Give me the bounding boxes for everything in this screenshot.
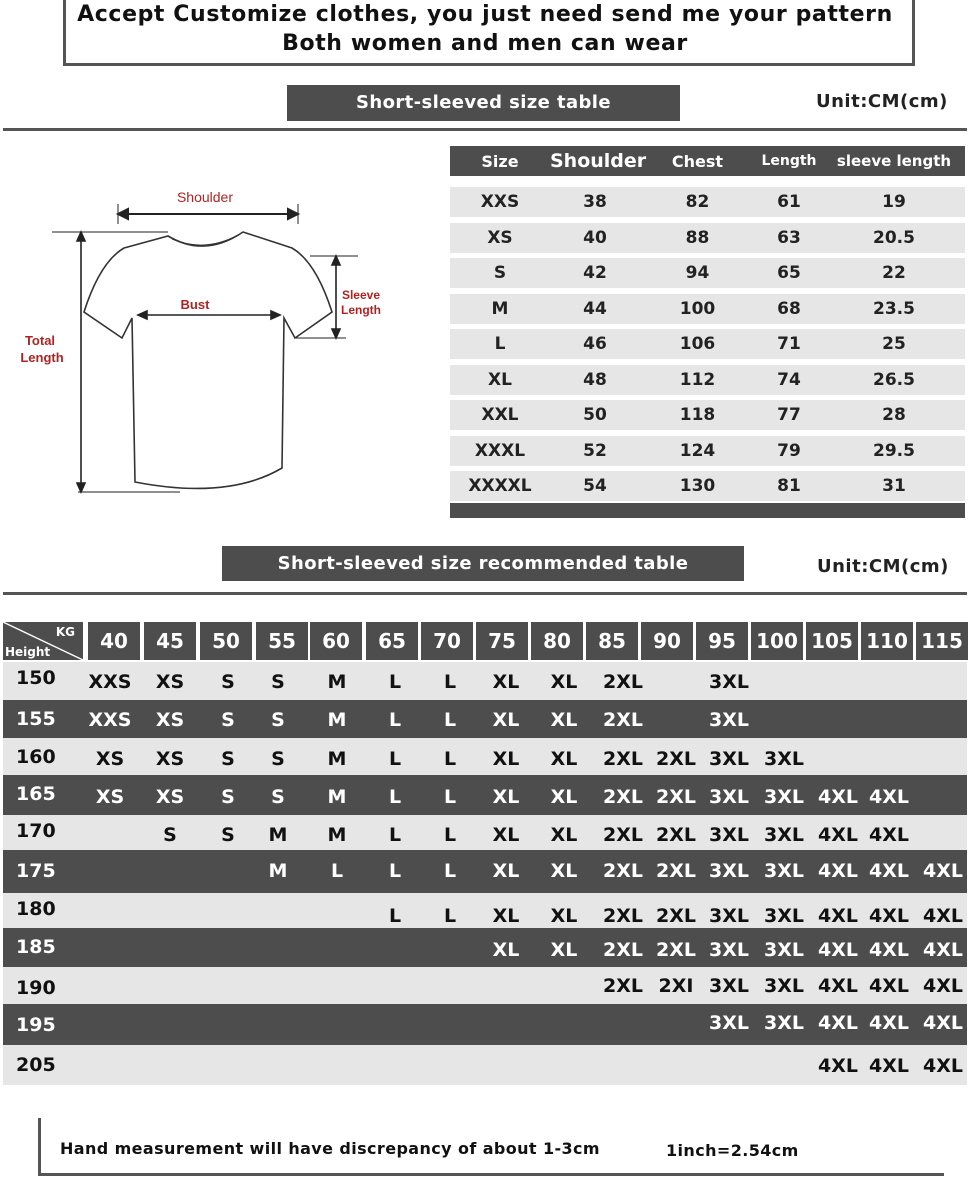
recommended-size-cell: 3XL bbox=[764, 860, 804, 882]
kg-column-header: 55 bbox=[256, 622, 308, 660]
recommended-size-cell: 2XL bbox=[656, 939, 696, 961]
size-table-row bbox=[450, 187, 965, 217]
recommended-size-cell: 4XL bbox=[869, 939, 909, 961]
measure-cell: 50 bbox=[583, 405, 607, 425]
recommended-size-cell: 4XL bbox=[869, 905, 909, 927]
size-table-row bbox=[450, 471, 965, 501]
size-table-row bbox=[450, 329, 965, 359]
size-table-row bbox=[450, 223, 965, 253]
corner-cell bbox=[3, 622, 83, 660]
recommend-table-row bbox=[3, 967, 967, 1004]
measure-cell: 25 bbox=[882, 334, 906, 354]
recommended-size-cell: L bbox=[443, 824, 457, 846]
recommended-size-cell: 4XL bbox=[818, 860, 858, 882]
measure-cell: 54 bbox=[583, 476, 607, 496]
recommended-size-cell: 4XL bbox=[818, 786, 858, 808]
recommended-size-cell: 3XL bbox=[709, 748, 749, 770]
recommended-size-cell: L bbox=[388, 709, 402, 731]
size-table-row bbox=[450, 365, 965, 395]
size-table-row bbox=[450, 436, 965, 466]
recommend-table-row bbox=[3, 775, 967, 815]
recommended-size-cell: XXS bbox=[88, 671, 132, 693]
recommended-size-cell: 3XL bbox=[709, 1012, 749, 1034]
recommended-size-cell: 2XL bbox=[656, 786, 696, 808]
measure-cell: 106 bbox=[679, 334, 716, 354]
size-cell: XXS bbox=[480, 192, 520, 212]
kg-column-header: 70 bbox=[421, 622, 473, 660]
recommended-size-cell: 2XL bbox=[603, 709, 643, 731]
recommended-size-cell: S bbox=[271, 709, 285, 731]
recommend-unit-label: Unit:CM(cm) bbox=[817, 556, 949, 577]
recommended-size-cell: S bbox=[271, 748, 285, 770]
recommended-size-cell: XL bbox=[492, 748, 520, 770]
recommended-size-cell: XL bbox=[550, 860, 578, 882]
size-cell: M bbox=[491, 298, 509, 319]
recommended-size-cell: S bbox=[221, 824, 235, 846]
recommended-size-cell: XL bbox=[550, 905, 578, 927]
tshirt-outline bbox=[84, 232, 332, 488]
recommended-size-cell: 2XL bbox=[656, 824, 696, 846]
kg-column-header: 95 bbox=[696, 622, 748, 660]
kg-column-header: 45 bbox=[144, 622, 196, 660]
size-unit-label: Unit:CM(cm) bbox=[816, 91, 948, 112]
kg-column-header: 110 bbox=[861, 622, 913, 660]
kg-column-header: 85 bbox=[586, 622, 638, 660]
measure-cell: 65 bbox=[777, 263, 801, 283]
recommended-size-cell: S bbox=[221, 786, 235, 808]
recommended-size-cell: 4XL bbox=[923, 1012, 963, 1034]
recommended-size-cell: M bbox=[327, 748, 347, 770]
recommended-size-cell: 4XL bbox=[923, 860, 963, 882]
header-line-2: Both women and men can wear bbox=[282, 31, 688, 56]
col-size: Size bbox=[481, 151, 519, 171]
recommended-size-cell: L bbox=[388, 905, 402, 927]
size-table-footer-bar bbox=[450, 503, 965, 518]
measure-cell: 118 bbox=[679, 405, 716, 425]
size-cell: XL bbox=[488, 369, 512, 390]
measure-cell: 29.5 bbox=[873, 440, 915, 461]
recommended-size-cell: L bbox=[388, 824, 402, 846]
recommend-table-row bbox=[3, 815, 967, 850]
height-cell: 155 bbox=[16, 708, 56, 730]
recommended-size-cell: 2XL bbox=[603, 824, 643, 846]
measure-cell: 100 bbox=[679, 298, 716, 319]
height-cell: 170 bbox=[16, 820, 56, 842]
recommended-size-cell: M bbox=[327, 786, 347, 808]
section-divider bbox=[3, 128, 967, 131]
recommended-size-cell: S bbox=[221, 709, 235, 731]
measure-cell: 82 bbox=[685, 192, 710, 212]
kg-column-header: 40 bbox=[88, 622, 140, 660]
measure-cell: 130 bbox=[679, 476, 716, 496]
measure-cell: 88 bbox=[685, 227, 710, 248]
recommend-table-row bbox=[3, 738, 967, 775]
measure-cell: 31 bbox=[882, 476, 906, 496]
recommended-size-cell: L bbox=[443, 748, 457, 770]
kg-column-header: 100 bbox=[751, 622, 803, 660]
recommend-table-row bbox=[3, 850, 967, 893]
recommended-size-cell: 4XL bbox=[923, 939, 963, 961]
recommended-size-cell: XL bbox=[492, 905, 520, 927]
recommended-size-cell: 4XL bbox=[923, 1055, 963, 1077]
size-cell: XS bbox=[487, 227, 513, 248]
recommended-size-cell: 2XL bbox=[603, 671, 643, 693]
recommended-size-cell: 3XL bbox=[764, 905, 804, 927]
measure-cell: 42 bbox=[583, 263, 607, 283]
recommended-size-cell: L bbox=[388, 786, 402, 808]
recommended-size-cell: 4XL bbox=[869, 824, 909, 846]
recommended-size-cell: 3XL bbox=[764, 824, 804, 846]
measure-cell: 44 bbox=[583, 298, 607, 319]
measure-cell: 19 bbox=[882, 192, 906, 212]
recommended-size-cell: L bbox=[443, 786, 457, 808]
recommended-size-cell: L bbox=[388, 860, 402, 882]
measure-cell: 112 bbox=[679, 369, 716, 390]
height-cell: 160 bbox=[16, 746, 56, 768]
recommended-size-cell: L bbox=[443, 905, 457, 927]
size-cell: XXXXL bbox=[468, 476, 532, 496]
recommended-size-cell: M bbox=[327, 671, 347, 693]
recommended-size-cell: XS bbox=[155, 786, 185, 808]
recommended-size-cell: XL bbox=[550, 671, 578, 693]
recommended-size-cell: 2XL bbox=[656, 905, 696, 927]
corner-height-label: Height bbox=[5, 645, 51, 659]
recommended-size-cell: 4XL bbox=[869, 1055, 909, 1077]
recommended-size-cell: 4XL bbox=[923, 905, 963, 927]
measure-cell: 74 bbox=[777, 369, 801, 390]
corner-kg-label: KG bbox=[55, 625, 75, 639]
recommended-size-cell: 2XL bbox=[656, 748, 696, 770]
measure-cell: 48 bbox=[583, 369, 607, 390]
height-cell: 205 bbox=[16, 1054, 56, 1076]
size-table-row bbox=[450, 258, 965, 288]
total-length-arrow bbox=[52, 232, 180, 492]
measure-cell: 94 bbox=[685, 263, 710, 283]
recommended-size-cell: M bbox=[327, 824, 347, 846]
size-table-title: Short-sleeved size table bbox=[287, 85, 680, 121]
shoulder-label: Shoulder bbox=[176, 189, 234, 205]
measure-cell: 52 bbox=[583, 440, 607, 461]
height-cell: 195 bbox=[16, 1014, 56, 1036]
recommend-table-header bbox=[3, 622, 967, 662]
col-shoulder: Shoulder bbox=[550, 150, 647, 172]
recommended-size-cell: 4XL bbox=[869, 786, 909, 808]
size-table-body bbox=[450, 187, 965, 501]
recommended-size-cell: 3XL bbox=[764, 939, 804, 961]
sleeve-label-line2: Length bbox=[341, 303, 381, 317]
col-sleeve-length: sleeve length bbox=[836, 152, 952, 170]
measure-cell: 63 bbox=[777, 227, 801, 248]
kg-column-header: 80 bbox=[531, 622, 583, 660]
measure-cell: 28 bbox=[882, 405, 906, 425]
recommended-size-cell: XL bbox=[492, 860, 520, 882]
recommended-size-cell: XS bbox=[95, 748, 125, 770]
recommended-size-cell: XL bbox=[492, 709, 520, 731]
recommended-size-cell: 2XI bbox=[658, 975, 694, 997]
recommended-size-cell: 2XL bbox=[603, 905, 643, 927]
recommended-size-cell: S bbox=[163, 824, 177, 846]
size-table-row bbox=[450, 400, 965, 430]
recommended-size-cell: 4XL bbox=[869, 860, 909, 882]
total-label-line2: Length bbox=[20, 350, 64, 365]
recommended-size-cell: XL bbox=[550, 748, 578, 770]
recommended-size-cell: XL bbox=[550, 786, 578, 808]
tshirt-diagram bbox=[0, 180, 400, 510]
recommended-size-cell: L bbox=[443, 860, 457, 882]
recommended-size-cell: 2XL bbox=[603, 939, 643, 961]
recommended-size-cell: L bbox=[388, 748, 402, 770]
total-label-line1: Total bbox=[24, 333, 56, 348]
kg-column-header: 75 bbox=[476, 622, 528, 660]
recommended-size-cell: 4XL bbox=[818, 975, 858, 997]
recommended-size-cell: 4XL bbox=[818, 905, 858, 927]
recommended-size-cell: 4XL bbox=[923, 975, 963, 997]
measure-cell: 61 bbox=[777, 192, 801, 212]
recommended-size-cell: 2XL bbox=[603, 975, 643, 997]
size-table bbox=[450, 146, 965, 501]
measurement-note: Hand measurement will have discrepancy of about 1-3cm bbox=[60, 1139, 601, 1158]
recommended-size-cell: 3XL bbox=[709, 939, 749, 961]
bust-label: Bust bbox=[180, 297, 210, 312]
recommended-size-cell: XL bbox=[550, 939, 578, 961]
recommended-size-cell: L bbox=[443, 709, 457, 731]
measure-cell: 23.5 bbox=[873, 298, 915, 319]
recommended-size-cell: 4XL bbox=[818, 1012, 858, 1034]
measure-cell: 77 bbox=[777, 405, 801, 425]
shoulder-arrow bbox=[118, 204, 298, 224]
inch-conversion: 1inch=2.54cm bbox=[666, 1141, 799, 1160]
recommend-table-row bbox=[3, 893, 967, 928]
section-divider bbox=[3, 592, 967, 595]
height-cell: 175 bbox=[16, 860, 56, 882]
kg-column-header: 50 bbox=[200, 622, 252, 660]
recommended-size-cell: XL bbox=[492, 939, 520, 961]
size-cell: XXL bbox=[481, 405, 519, 425]
recommend-table-row bbox=[3, 700, 967, 738]
recommended-size-cell: 3XL bbox=[764, 1012, 804, 1034]
col-chest: Chest bbox=[671, 151, 724, 171]
measure-cell: 40 bbox=[583, 227, 607, 248]
size-table-header bbox=[450, 146, 965, 176]
recommended-size-cell: 4XL bbox=[818, 824, 858, 846]
header-line-1: Accept Customize clothes, you just need send me your pattern bbox=[77, 2, 893, 27]
recommended-size-cell: S bbox=[221, 671, 235, 693]
kg-column-header: 115 bbox=[916, 622, 968, 660]
measure-cell: 71 bbox=[777, 334, 801, 354]
recommended-size-cell: M bbox=[268, 824, 288, 846]
recommend-table-row bbox=[3, 1045, 967, 1085]
size-cell: S bbox=[493, 263, 507, 283]
recommended-size-cell: 2XL bbox=[603, 748, 643, 770]
size-cell: XXXL bbox=[474, 440, 526, 461]
measure-cell: 79 bbox=[777, 440, 801, 461]
size-table-row bbox=[450, 294, 965, 324]
recommended-size-cell: 3XL bbox=[764, 786, 804, 808]
recommended-size-cell: 3XL bbox=[764, 748, 804, 770]
recommended-size-cell: 3XL bbox=[709, 671, 749, 693]
recommended-size-cell: 3XL bbox=[709, 824, 749, 846]
recommended-size-cell: XS bbox=[95, 786, 125, 808]
recommended-size-cell: XXS bbox=[88, 709, 132, 731]
recommended-size-cell: M bbox=[268, 860, 288, 882]
recommended-size-cell: 3XL bbox=[709, 905, 749, 927]
recommended-size-cell: XS bbox=[155, 671, 185, 693]
recommended-size-cell: S bbox=[221, 748, 235, 770]
recommended-size-cell: 3XL bbox=[709, 709, 749, 731]
recommended-size-cell: XL bbox=[492, 786, 520, 808]
measure-cell: 38 bbox=[583, 192, 607, 212]
recommended-size-cell: 3XL bbox=[709, 786, 749, 808]
measure-cell: 20.5 bbox=[873, 227, 915, 248]
recommended-size-cell: M bbox=[327, 709, 347, 731]
kg-column-header: 60 bbox=[310, 622, 362, 660]
measure-cell: 22 bbox=[882, 263, 906, 283]
height-cell: 150 bbox=[16, 667, 56, 689]
recommended-size-cell: XS bbox=[155, 748, 185, 770]
height-cell: 165 bbox=[16, 783, 56, 805]
recommended-size-cell: XL bbox=[492, 671, 520, 693]
recommended-size-cell: 2XL bbox=[656, 860, 696, 882]
recommended-size-cell: 4XL bbox=[869, 975, 909, 997]
tshirt-neckline bbox=[172, 235, 238, 245]
recommended-size-cell: L bbox=[330, 860, 344, 882]
recommended-size-cell: XL bbox=[550, 824, 578, 846]
recommended-size-cell: S bbox=[271, 671, 285, 693]
kg-column-header: 105 bbox=[806, 622, 858, 660]
recommend-table-row bbox=[3, 928, 967, 967]
recommended-size-cell: L bbox=[443, 671, 457, 693]
recommended-size-cell: XL bbox=[550, 709, 578, 731]
recommend-table-row bbox=[3, 1004, 967, 1045]
measure-cell: 26.5 bbox=[873, 369, 915, 390]
sleeve-label-line1: Sleeve bbox=[341, 288, 381, 302]
recommended-size-cell: 3XL bbox=[709, 860, 749, 882]
measure-cell: 124 bbox=[679, 440, 716, 461]
size-cell: L bbox=[494, 334, 506, 354]
recommend-table-row bbox=[3, 662, 967, 700]
recommended-size-cell: 3XL bbox=[709, 975, 749, 997]
recommended-size-cell: 4XL bbox=[818, 939, 858, 961]
recommended-size-cell: XL bbox=[492, 824, 520, 846]
height-cell: 190 bbox=[16, 977, 56, 999]
recommend-table-title: Short-sleeved size recommended table bbox=[222, 546, 744, 581]
measure-cell: 68 bbox=[777, 298, 801, 319]
recommended-size-cell: 4XL bbox=[818, 1055, 858, 1077]
recommended-size-cell: 4XL bbox=[869, 1012, 909, 1034]
recommended-size-cell: 3XL bbox=[764, 975, 804, 997]
height-cell: 185 bbox=[16, 936, 56, 958]
col-length: Length bbox=[761, 153, 817, 169]
height-cell: 180 bbox=[16, 898, 56, 920]
recommended-size-cell: 2XL bbox=[603, 860, 643, 882]
recommended-size-cell: L bbox=[388, 671, 402, 693]
kg-column-header: 90 bbox=[641, 622, 693, 660]
measure-cell: 81 bbox=[777, 476, 801, 496]
measure-cell: 46 bbox=[583, 334, 607, 354]
bust-arrow bbox=[138, 311, 280, 319]
recommended-size-cell: S bbox=[271, 786, 285, 808]
recommended-size-cell: 2XL bbox=[603, 786, 643, 808]
recommended-size-cell: XS bbox=[155, 709, 185, 731]
kg-column-header: 65 bbox=[366, 622, 418, 660]
